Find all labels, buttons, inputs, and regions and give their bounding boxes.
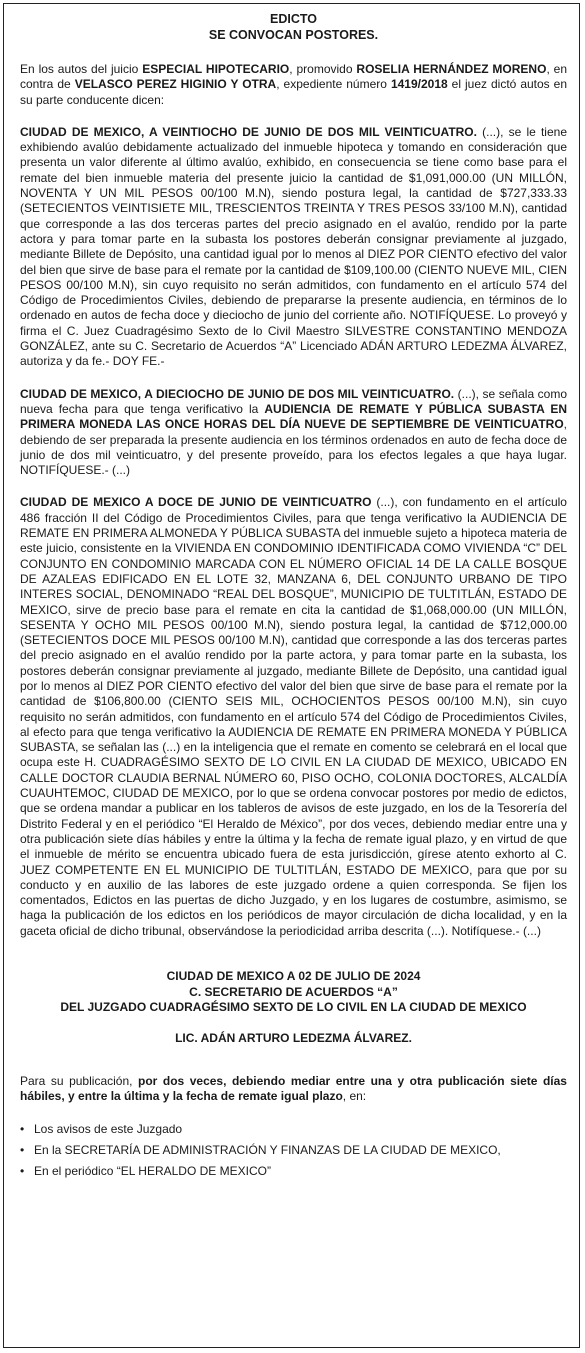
publication-venues-list bbox=[20, 1119, 567, 1182]
text-run: , promovido bbox=[289, 62, 357, 76]
text-run: , expediente número bbox=[276, 77, 391, 92]
text-run: , en: bbox=[342, 1089, 367, 1104]
edict-subtitle: SE CONVOCAN POSTORES. bbox=[208, 27, 379, 42]
bold-text-run: CIUDAD DE MEXICO, A VEINTIOCHO DE JUNIO DE DOS MIL VEINTICUATRO. bbox=[20, 124, 477, 139]
list-item: • En el periódico “EL HERALDO DE MEXICO” bbox=[20, 1161, 567, 1182]
bold-text-run: AUDIENCIA DE REMATE Y PÚBLICA SUBASTA EN PRIMERA MONEDA LAS ONCE HORAS DEL DÍA NUEVE DE SEPTIEMBRE DE VEINTICUATRO bbox=[20, 401, 567, 432]
list-item: • En la SECRETARÍA DE ADMINISTRACIÓN Y FINANZAS DE LA CIUDAD DE MEXICO, bbox=[20, 1140, 567, 1161]
bold-text-run: 1419/2018 bbox=[390, 77, 448, 92]
bold-text-run: CIUDAD DE MEXICO, A DIECIOCHO DE JUNIO DE DOS MIL VEINTICUATRO. bbox=[20, 386, 455, 401]
resolution-paragraph-june-18 bbox=[20, 387, 567, 479]
text-run: , debiendo de ser preparada la presente audiencia en los términos ordenados en auto de fecha doce de junio de dos mil veinticuatro, y del presente proveído, para los efectos legales a que haya lugar. NOTIFÍQUESE.- (...) bbox=[20, 417, 567, 478]
bold-text-run: por dos veces, debiendo mediar entre una y otra publicación siete días hábiles, y entre la última y la fecha de remate igual plazo bbox=[20, 1074, 567, 1104]
bold-text-run: CIUDAD DE MEXICO A DOCE DE JUNIO DE VEINTICUATRO bbox=[20, 495, 372, 510]
edict-document bbox=[20, 12, 567, 1182]
bold-text-run: VELASCO PEREZ HIGINIO Y OTRA bbox=[74, 77, 277, 92]
text-run: , en contra de bbox=[20, 62, 568, 92]
signature-role: C. SECRETARIO DE ACUERDOS “A” bbox=[189, 984, 398, 999]
resolution-paragraph-june-12 bbox=[20, 495, 567, 939]
intro-paragraph bbox=[20, 62, 567, 108]
bold-text-run: ROSELIA HERNÁNDEZ MORENO bbox=[356, 62, 547, 76]
text-run: Para su publicación, bbox=[20, 1074, 138, 1089]
text-run: el juez dictó autos en su parte conducente dicen: bbox=[20, 77, 568, 107]
bold-text-run: ESPECIAL HIPOTECARIO bbox=[142, 62, 290, 76]
text-run: En los autos del juicio bbox=[20, 62, 143, 76]
signature-name: LIC. ADÁN ARTURO LEDEZMA ÁLVAREZ. bbox=[175, 1030, 412, 1045]
list-item: • Los avisos de este Juzgado bbox=[20, 1119, 567, 1140]
signature-court: DEL JUZGADO CUADRAGÉSIMO SEXTO DE LO CIVIL EN LA CIUDAD DE MEXICO bbox=[60, 1000, 527, 1015]
edict-title: EDICTO bbox=[270, 12, 317, 26]
publication-instructions bbox=[20, 1074, 567, 1105]
resolution-paragraph-june-28 bbox=[20, 125, 567, 370]
text-run: (...), se le tiene exhibiendo avalúo debidamente actualizado del inmueble hipoteca y tomando en consideración que presenta un valor diferente al último avalúo, exhibido, en consecuencia se tiene como base para el remate del bien inmueble materia del presente juicio la cantidad de $1,091,000.00 (UN MILLÓN, NOVENTA Y UN MIL PESOS 00/100 M.N), siendo postura legal, la cantidad de $727,333.33 (SETECIENTOS VEINTISIETE MIL, TRESCIENTOS TREINTA Y TRES PESOS 33/100 M.N), cantidad que corresponde a las dos terceras partes del precio asignado en el avalúo, rendido por la parte actora y para tomar parte en la subasta los postores deberán consignar previamente al juzgado, mediante Billete de Depósito, una cantidad igual por lo menos al DIEZ POR CIENTO efectivo del valor del bien que sirve de base para el remate por la cantidad de $109,100.00 (CIENTO NUEVE MIL, CIEN PESOS 00/100 M.N), sin cuyo requisito no serán admitidos, con fundamento en el artículo 574 del Código de Procedimientos Civiles, debiendo de prepararse la presente audiencia, en términos de lo ordenado en autos de fecha doce y dieciocho de junio del corriente año. NOTIFÍQUESE. Lo proveyó y firma el C. Juez Cuadragésimo Sexto de lo Civil Maestro SILVESTRE CONSTANTINO MENDOZA GONZÁLEZ, ante su C. Secretario de Acuerdos “A” Licenciado ADÁN ARTURO LEDEZMA ÁLVAREZ, autoriza y da fe.- DOY FE.- bbox=[20, 124, 567, 369]
text-run: (...), con fundamento en el artículo 486 fracción II del Código de Procedimientos Civiles, para que tenga verificativo la AUDIENCIA DE REMATE EN PRIMERA ALMONEDA Y PÚBLICA SUBASTA del inmueble sujeto a hipoteca materia de este juicio, consistente en la VIVIENDA EN CONDOMINIO IDENTIFICADA COMO VIVIENDA “C” DEL CONJUNTO EN CONDOMINIO MARCADA CON EL NÚMERO OFICIAL 14 DE LA CALLE BOSQUE DE AZALEAS EDIFICADO EN EL LOTE 32, MANZANA 6, DEL CONJUNTO URBANO DE TIPO INTERES SOCIAL, DENOMINADO “REAL DEL BOSQUE”, MUNICIPIO DE TULTITLÁN, ESTADO DE MEXICO, sirve de precio base para el remate en cita la cantidad de $1,068,000.00 (UN MILLÓN, SESENTA Y OCHO MIL PESOS 00/100 M.N), siendo postura legal, la cantidad de $712,000.00 (SETECIENTOS DOCE MIL PESOS 00/100 M.N), cantidad que corresponde a las dos terceras partes del precio asignado en el avalúo rendido por la parte actora, y para tomar parte en la subasta, los postores deberán consignar previamente al juzgado, mediante Billete de Depósito, una cantidad igual por lo menos al DIEZ POR CIENTO efectivo del valor del bien que sirve de base para el remate por la cantidad de $106,800.00 (CIENTO SEIS MIL, OCHOCIENTOS PESOS 00/100 M.N), sin cuyo requisito no serán admitidos, con fundamento en el artículo 574 del Código de Procedimientos Civiles, al efecto para que tenga verificativo la AUDIENCIA DE REMATE EN PRIMERA MONEDA Y PÚBLICA SUBASTA, se señalan las (...) en la inteligencia que el remate en comento se celebrará en el local que ocupa este H. CUADRAGÉSIMO SEXTO DE LO CIVIL EN LA CIUDAD DE MEXICO, UBICADO EN CALLE DOCTOR CLAUDIA BERNAL NÚMERO 60, PISO OCHO, COLONIA DOCTORES, ALCALDÍA CUAUHTEMOC, CIUDAD DE MEXICO, por lo que se ordena convocar postores por medio de edictos, que se ordena mandar a publicar en los tableros de avisos de este juzgado, en los de la Tesorería del Distrito Federal y en el periódico “El Heraldo de México”, por dos veces, debiendo mediar entre una y otra publicación siete días hábiles y entre la última y la fecha de remate igual plazo, y en virtud de que el inmueble de mérito se encuentra ubicado fuera de esta jurisdicción, gírese atento exhorto al C. JUEZ COMPETENTE EN EL MUNICIPIO DE TULTITLÁN, ESTADO DE MEXICO, para que por su conducto y en auxilio de las labores de este juzgado ordene a quien corresponda. Se fijen los comentados, Edictos en las puertas de dicho Juzgado, y en los lugares de costumbre, asimismo, se haga la publicación de los edictos en los periódicos de mayor circulación de dicha localidad, y en la gaceta oficial de dicho tribunal, observándose la periodicidad arriba descrita (...). Notifíquese.- (...) bbox=[20, 495, 567, 938]
text-run: (...), se señala como nueva fecha para que tenga verificativo la bbox=[20, 386, 568, 416]
signature-date: CIUDAD DE MEXICO A 02 DE JULIO DE 2024 bbox=[166, 969, 421, 984]
